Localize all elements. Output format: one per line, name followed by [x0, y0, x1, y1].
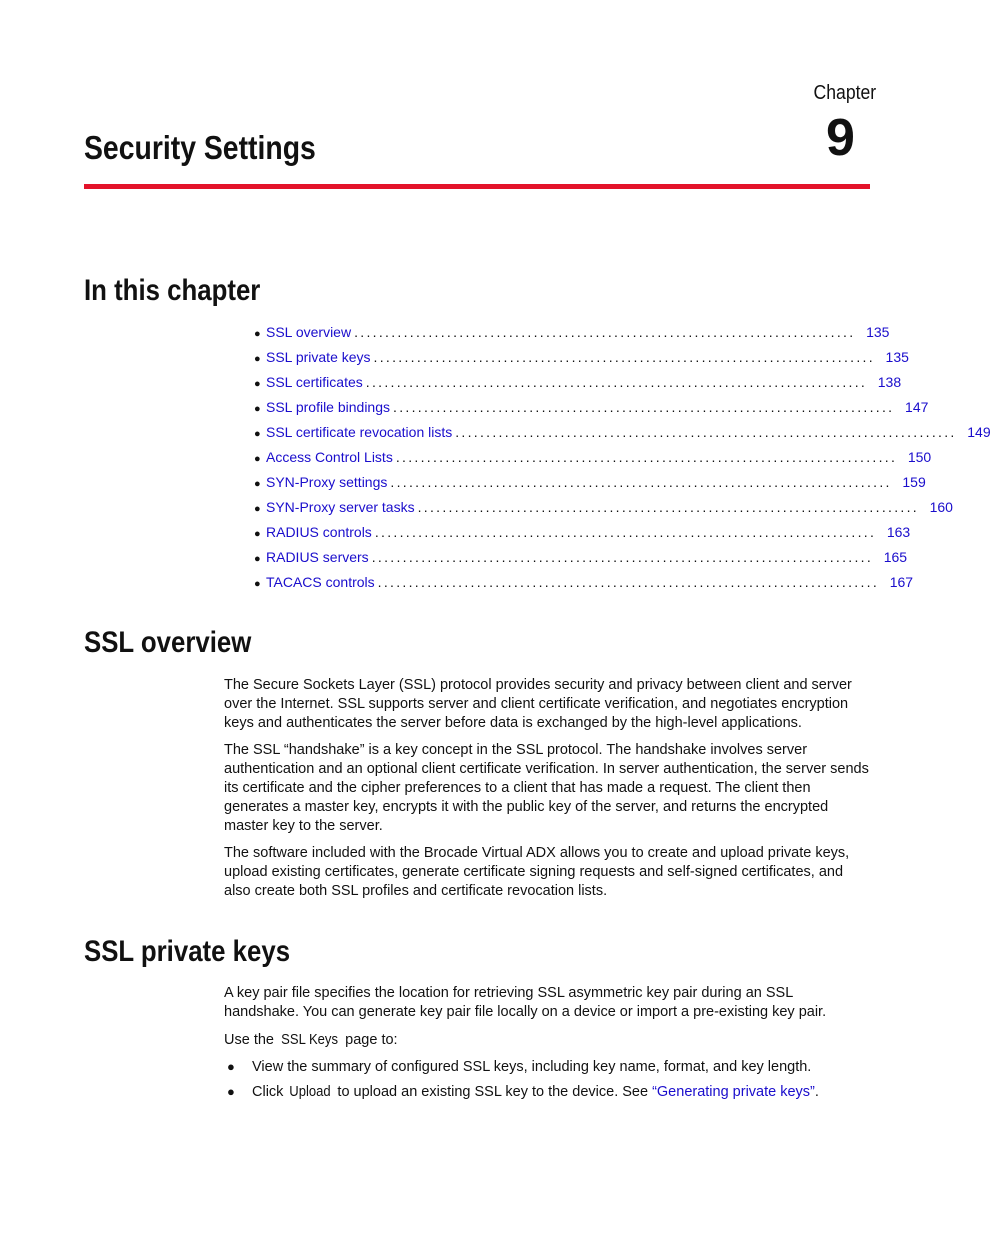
cross-reference-link[interactable]: “Generating private keys”: [652, 1084, 815, 1101]
toc-item[interactable]: [254, 522, 911, 547]
toc-leader: .................................................................................: [365, 374, 868, 390]
toc-item[interactable]: [254, 572, 914, 597]
toc-link[interactable]: Access Control Lists: [266, 449, 393, 465]
toc-link[interactable]: SYN-Proxy server tasks: [266, 499, 415, 515]
chapter-title: Security Settings: [84, 129, 316, 166]
toc-leader: .................................................................................: [354, 324, 856, 340]
bullet-icon: ●: [254, 403, 261, 415]
text-run: Use the: [224, 1031, 278, 1048]
toc-list: [254, 322, 991, 597]
toc-link[interactable]: TACACS controls: [266, 574, 375, 590]
toc-item[interactable]: [254, 347, 909, 372]
ssl-private-keys-body: [224, 984, 870, 1108]
toc-leader: .................................................................................: [395, 449, 898, 465]
bullet-icon: ●: [254, 428, 261, 440]
toc-item[interactable]: [254, 497, 953, 522]
toc-leader: .................................................................................: [393, 399, 895, 415]
text-run: page to:: [341, 1031, 398, 1048]
bullet-icon: ●: [254, 478, 261, 490]
bullet-icon: ●: [254, 378, 261, 390]
chapter-label: Chapter: [813, 82, 876, 104]
bullet-icon: ●: [254, 353, 261, 365]
list-item: [224, 1058, 870, 1077]
bullet-icon: ●: [254, 528, 261, 540]
toc-leader: .................................................................................: [371, 549, 874, 565]
ssl-overview-heading: SSL overview: [84, 626, 252, 659]
bullet-icon: ●: [254, 553, 261, 565]
toc-leader: .................................................................................: [390, 474, 892, 490]
toc-page-number[interactable]: 160: [929, 499, 953, 515]
toc-page-number[interactable]: 159: [902, 474, 926, 490]
paragraph: The SSL “handshake” is a key concept in the SSL protocol. The handshake involves server authentication and an optional client certificate verification. In server authentication, the server sends its certificate and the cipher preferences to a client that has made a request. The client then generates a master key, encrypts it with the public key of the server, and returns the encrypted master key to the server.: [224, 742, 869, 834]
toc-heading: In this chapter: [84, 274, 261, 307]
ssl-overview-body: [224, 676, 870, 910]
toc-link[interactable]: SSL overview: [266, 324, 352, 340]
toc-page-number[interactable]: 135: [885, 349, 909, 365]
toc-leader: .................................................................................: [417, 499, 919, 515]
toc-item[interactable]: [254, 422, 991, 447]
toc-item[interactable]: [254, 472, 926, 497]
paragraph: The Secure Sockets Layer (SSL) protocol provides security and privacy between client and server over the Internet. SSL supports server and client certificate verification, and negotiates encryption keys and authenticates the server before data is exchanged by the high-level applications.: [224, 677, 852, 731]
text-run: .: [814, 1084, 819, 1101]
bullet-list: [224, 1058, 870, 1102]
chapter-number: 9: [826, 109, 855, 167]
toc-page-number[interactable]: 165: [883, 549, 908, 565]
paragraph: A key pair file specifies the location for retrieving SSL asymmetric key pair during an SSL handshake. You can generate key pair file locally on a device or import a pre-existing key pair.: [224, 985, 827, 1020]
ui-term: SSL Keys: [281, 1031, 338, 1048]
bullet-icon: ●: [254, 453, 261, 465]
toc-page-number[interactable]: 147: [905, 399, 929, 415]
bullet-icon: ●: [254, 328, 261, 340]
toc-link[interactable]: SSL private keys: [266, 349, 371, 365]
paragraph: [224, 1031, 870, 1050]
toc-page-number[interactable]: 149: [967, 424, 991, 440]
ui-term: Upload: [289, 1084, 332, 1101]
toc-link[interactable]: RADIUS controls: [266, 524, 372, 540]
toc-link[interactable]: SSL certificates: [266, 374, 363, 390]
toc-item[interactable]: [254, 547, 908, 572]
toc-leader: .................................................................................: [373, 349, 875, 365]
toc-item[interactable]: [254, 447, 932, 472]
bullet-icon: ●: [254, 578, 261, 590]
toc-item[interactable]: [254, 322, 890, 347]
chapter-title-rule: [84, 184, 870, 189]
toc-link[interactable]: SSL certificate revocation lists: [266, 424, 453, 440]
toc-page-number[interactable]: 138: [877, 374, 902, 390]
toc-link[interactable]: SSL profile bindings: [266, 399, 391, 415]
toc-item[interactable]: [254, 372, 902, 397]
paragraph: The software included with the Brocade Virtual ADX allows you to create and upload private keys, upload existing certificates, generate certificate signing requests and self-signed certificates, and also create both SSL profiles and certificate revocation lists.: [224, 845, 850, 899]
toc-page-number[interactable]: 150: [907, 449, 932, 465]
list-item-text: View the summary of configured SSL keys, including key name, format, and key length.: [252, 1059, 812, 1076]
ssl-private-keys-heading: SSL private keys: [84, 935, 291, 968]
toc-leader: .................................................................................: [377, 574, 880, 590]
text-run: to upload an existing SSL key to the device. See: [333, 1084, 653, 1101]
text-run: Click: [252, 1084, 288, 1101]
toc-leader: .................................................................................: [455, 424, 957, 440]
bullet-icon: ●: [227, 1084, 235, 1100]
bullet-icon: ●: [254, 503, 261, 515]
toc-page-number[interactable]: 167: [889, 574, 914, 590]
list-item: [224, 1083, 870, 1102]
toc-page-number[interactable]: 135: [866, 324, 890, 340]
toc-page-number[interactable]: 163: [886, 524, 911, 540]
bullet-icon: ●: [227, 1059, 235, 1075]
toc-item[interactable]: [254, 397, 929, 422]
toc-link[interactable]: RADIUS servers: [266, 549, 369, 565]
toc-leader: .................................................................................: [374, 524, 877, 540]
toc-link[interactable]: SYN-Proxy settings: [266, 474, 388, 490]
